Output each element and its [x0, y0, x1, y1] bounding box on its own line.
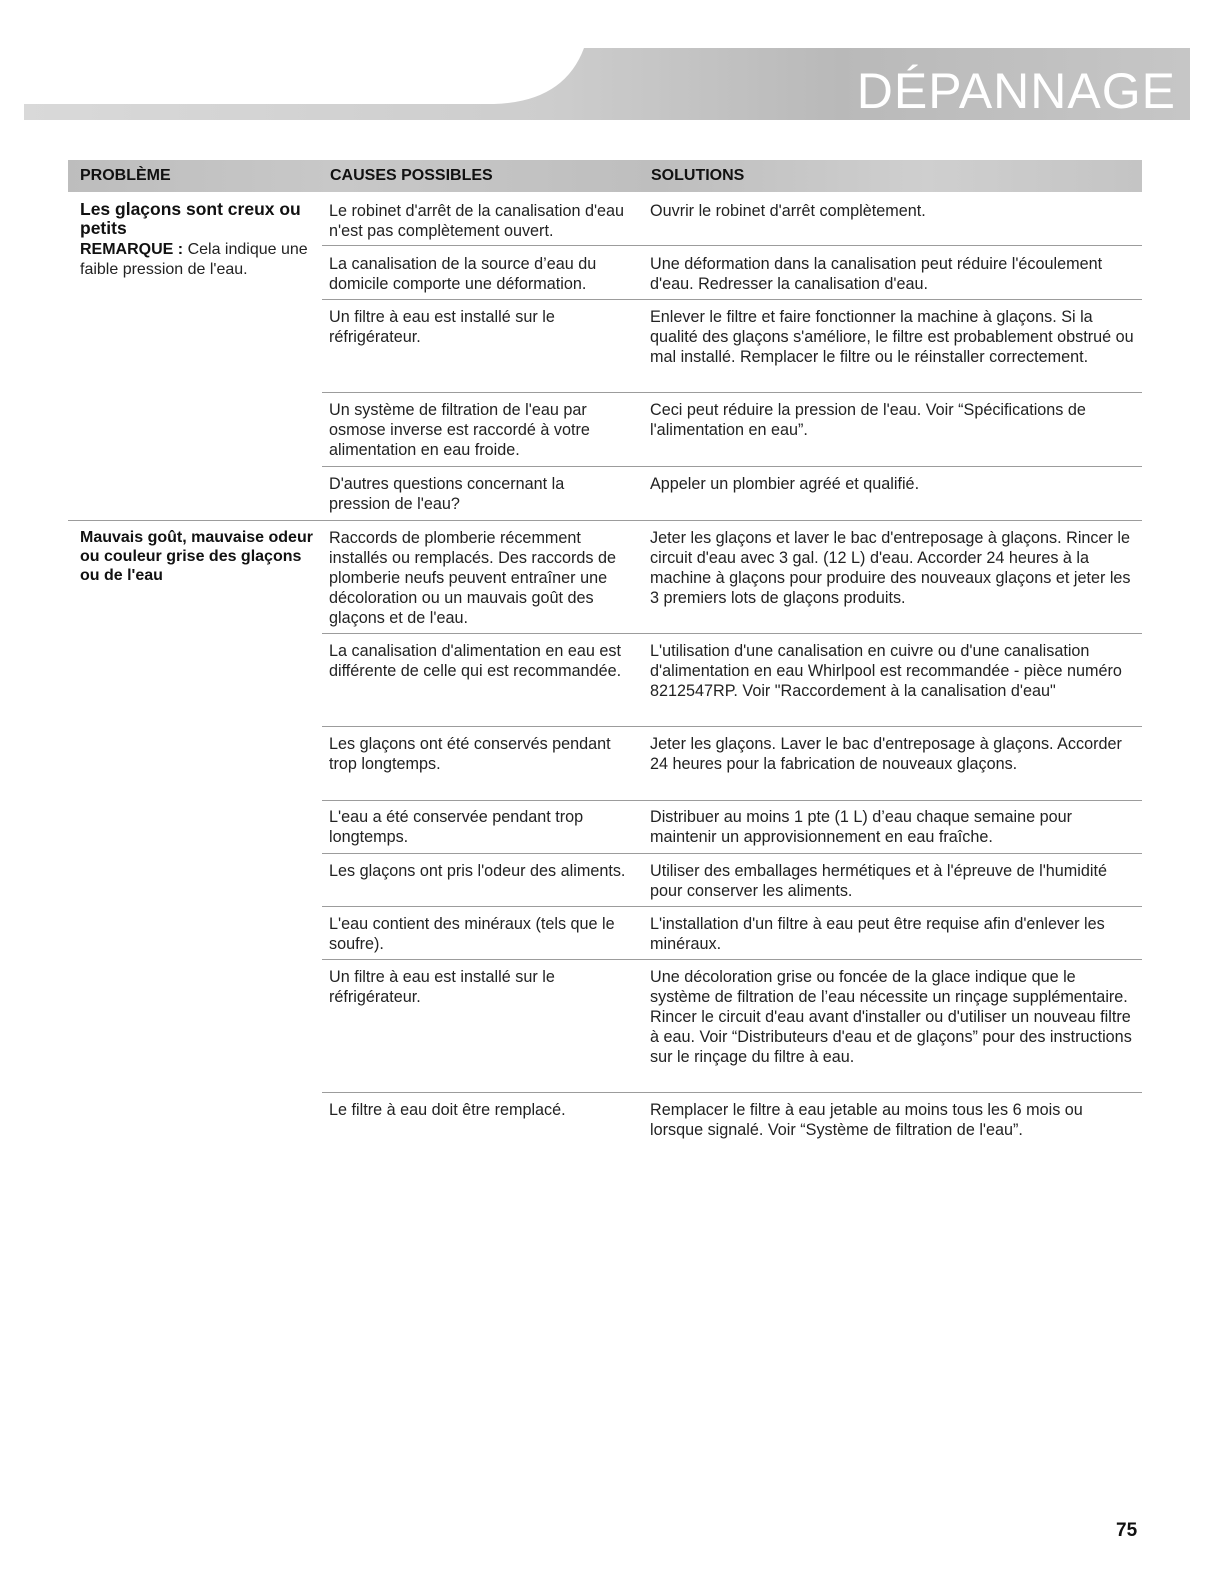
solution-text: Enlever le filtre et faire fonctionner la machine à glaçons. Si la qualité des glaçons s'améliore, le filtre est probablement obstrué ou mal installé. Remplacer le filtre ou le réinstaller correctement.: [650, 308, 1134, 366]
row-divider: [322, 633, 1142, 634]
cause-text: Raccords de plomberie récemment installés ou remplacés. Des raccords de plomberie neufs peuvent entraîner une décoloration ou un mauvais goût des glaçons et de l'eau.: [329, 529, 617, 627]
solution-text: Distribuer au moins 1 pte (1 L) d’eau chaque semaine pour maintenir un approvisionnement en eau fraîche.: [650, 808, 1073, 846]
cause-text: Le filtre à eau doit être remplacé.: [329, 1101, 566, 1119]
problem-title: Mauvais goût, mauvaise odeur ou couleur grise des glaçons ou de l'eau: [80, 529, 313, 584]
row-divider: [322, 1092, 1142, 1093]
solution-text: Ceci peut réduire la pression de l'eau. Voir “Spécifications de l'alimentation en eau”.: [650, 401, 1086, 439]
solution-text: Ouvrir le robinet d'arrêt complètement.: [650, 202, 926, 220]
cause-text: L'eau contient des minéraux (tels que le soufre).: [329, 915, 615, 953]
solution-text: Appeler un plombier agréé et qualifié.: [650, 475, 920, 493]
table-header: [68, 160, 1142, 192]
solution-text: L'installation d'un filtre à eau peut être requise afin d'enlever les minéraux.: [650, 915, 1105, 953]
cause-text: D'autres questions concernant la pression de l'eau?: [329, 475, 565, 513]
row-divider: [322, 959, 1142, 960]
row-divider: [322, 906, 1142, 907]
column-header-solutions: SOLUTIONS: [651, 167, 745, 184]
row-divider: [322, 392, 1142, 393]
problem-note: [80, 240, 316, 279]
cause-text: Un système de filtration de l'eau par osmose inverse est raccordé à votre alimentation en eau froide.: [329, 401, 590, 459]
page-number: 75: [1116, 1520, 1138, 1541]
column-header-causes: CAUSES POSSIBLES: [330, 167, 493, 184]
solution-text: Une décoloration grise ou foncée de la glace indique que le système de filtration de l’eau nécessite un rinçage supplémentaire. Rincer le circuit d'eau avant d'installer ou d'utiliser un nouveau filtre à eau. Voir “Distributeurs d'eau et de glaçons” pour des instructions sur le rinçage du filtre à eau.: [650, 968, 1132, 1066]
cause-text: La canalisation de la source d’eau du domicile comporte une déformation.: [329, 255, 597, 293]
row-divider: [322, 800, 1142, 801]
solution-text: Remplacer le filtre à eau jetable au moins tous les 6 mois ou lorsque signalé. Voir “Système de filtration de l'eau”.: [650, 1101, 1083, 1139]
cause-text: Le robinet d'arrêt de la canalisation d'eau n'est pas complètement ouvert.: [329, 202, 625, 240]
cause-text: L'eau a été conservée pendant trop longtemps.: [329, 808, 584, 846]
solution-text: Utiliser des emballages hermétiques et à l'épreuve de l'humidité pour conserver les aliments.: [650, 862, 1107, 900]
problem-title: Les glaçons sont creux ou petits: [80, 199, 301, 238]
row-divider: [322, 726, 1142, 727]
cause-text: Les glaçons ont pris l'odeur des aliments.: [329, 862, 626, 880]
row-divider: [322, 466, 1142, 467]
cause-text: La canalisation d'alimentation en eau est différente de celle qui est recommandée.: [329, 642, 622, 680]
row-divider: [322, 245, 1142, 246]
cause-text: Un filtre à eau est installé sur le réfrigérateur.: [329, 968, 555, 1006]
note-text: Cela indique une faible pression de l'eau.: [80, 241, 308, 278]
note-label: REMARQUE :: [80, 241, 184, 258]
row-divider: [322, 299, 1142, 300]
solution-text: L'utilisation d'une canalisation en cuivre ou d'une canalisation d'alimentation en eau Whirlpool est recommandée - pièce numéro 8212547RP. Voir "Raccordement à la canalisation d'eau": [650, 642, 1122, 700]
row-divider: [322, 853, 1142, 854]
solution-text: Jeter les glaçons et laver le bac d'entreposage à glaçons. Rincer le circuit d'eau avec 3 gal. (12 L) d'eau. Accorder 24 heures à la machine à glaçons pour produire des nouveaux glaçons et jeter les 3 premiers lots de glaçons produits.: [650, 529, 1131, 607]
cause-text: Les glaçons ont été conservés pendant trop longtemps.: [329, 735, 611, 773]
column-header-problem: PROBLÈME: [80, 167, 171, 184]
cause-text: Un filtre à eau est installé sur le réfrigérateur.: [329, 308, 555, 346]
solution-text: Jeter les glaçons. Laver le bac d'entreposage à glaçons. Accorder 24 heures pour la fabrication de nouveaux glaçons.: [650, 735, 1122, 773]
group-divider: [68, 520, 1142, 521]
section-title: DÉPANNAGE: [856, 63, 1176, 119]
solution-text: Une déformation dans la canalisation peut réduire l'écoulement d'eau. Redresser la canalisation d'eau.: [650, 255, 1103, 293]
